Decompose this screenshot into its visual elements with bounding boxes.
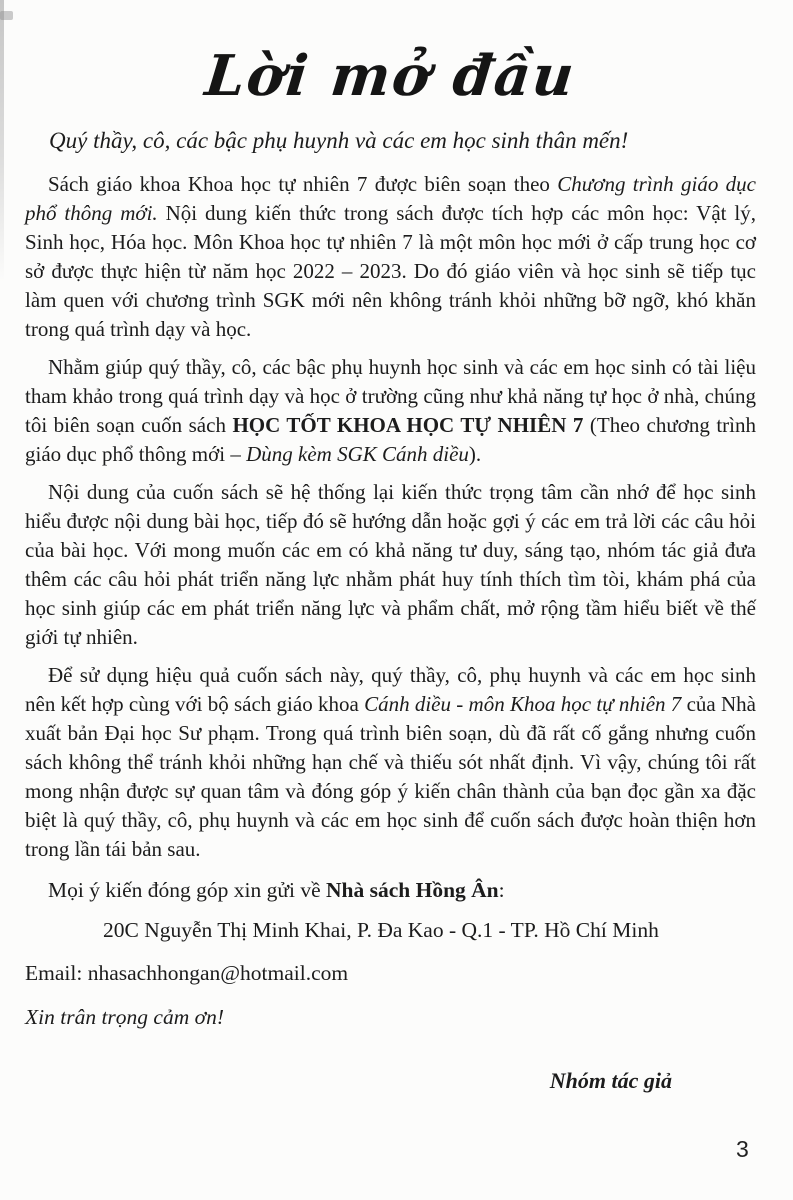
greeting-line: Quý thầy, cô, các bậc phụ huynh và các em học sinh thân mến! xyxy=(49,128,629,153)
p2-text-1: Nhằm giúp quý thầy, cô, các bậc phụ huynh học sinh và các em học sinh có tài liệu tham khảo trong quá trình dạy và học ở trường cũng như khả năng tự học ở nhà, chúng tôi biên soạn cuốn sách xyxy=(25,355,756,437)
contact-email-line: Email: nhasachhongan@hotmail.com xyxy=(25,961,349,985)
p1-italic-curriculum: Chương trình giáo dục phổ thông mới. xyxy=(25,172,756,225)
scan-speck-artifact xyxy=(0,11,13,20)
contact-intro-line xyxy=(25,876,756,905)
preface-paragraph-4 xyxy=(25,661,756,864)
page-number: 3 xyxy=(736,1136,749,1162)
contact-intro-colon: : xyxy=(498,878,505,902)
p1-text-2: Nội dung kiến thức trong sách được tích hợp các môn học: Vật lý, Sinh học, Hóa học. Môn Khoa học tự nhiên 7 là một môn học mới ở cấp trung học cơ sở được thực hiện từ năm học 2022 – 2023. Do đó giáo viên và học sinh sẽ tiếp tục làm quen với chương trình SGK mới nên không tránh khỏi những bỡ ngỡ, khó khăn trong quá trình dạy và học. xyxy=(25,201,756,341)
p4-italic-series-title: Cánh diều - môn Khoa học tự nhiên 7 xyxy=(364,692,682,716)
preface-paragraph-3 xyxy=(25,478,756,652)
contact-address-line: 20C Nguyễn Thị Minh Khai, P. Đa Kao - Q.1 - TP. Hồ Chí Minh xyxy=(103,918,659,942)
preface-paragraph-2 xyxy=(25,353,756,469)
p2-text-2: (Theo chương trình giáo dục phổ thông mới – xyxy=(25,413,756,466)
p4-text-1: Để sử dụng hiệu quả cuốn sách này, quý thầy, cô, phụ huynh và các em học sinh nên kết hợp cùng với bộ sách giáo khoa xyxy=(25,663,756,716)
scan-edge-artifact xyxy=(0,0,4,282)
contact-bookstore-name: Nhà sách Hồng Ân xyxy=(326,878,499,902)
p3-text-1: Nội dung của cuốn sách sẽ hệ thống lại kiến thức trọng tâm cần nhớ để học sinh hiểu được nội dung bài học, tiếp đó sẽ hướng dẫn hoặc gợi ý các em trả lời các câu hỏi của bài học. Với mong muốn các em có khả năng tư duy, sáng tạo, nhóm tác giả đưa thêm các câu hỏi phát triển năng lực nhằm phát huy tính thích tìm tòi, khám phá của học sinh giúp các em phát triển năng lực và phẩm chất, mở rộng tầm hiểu biết về thế giới tự nhiên. xyxy=(25,480,756,649)
p4-text-2: của Nhà xuất bản Đại học Sư phạm. Trong quá trình biên soạn, dù đã rất cố gắng nhưng cuốn sách không thể tránh khỏi những hạn chế và thiếu sót nhất định. Vì vậy, chúng tôi rất mong nhận được sự quan tâm và đóng góp ý kiến chân thành của bạn đọc gần xa đặc biệt là quý thầy, cô, phụ huynh và các em học sinh để cuốn sách được hoàn thiện hơn trong lần tái bản sau. xyxy=(25,692,756,861)
preface-paragraph-1 xyxy=(25,170,756,344)
p2-text-3: ). xyxy=(468,442,482,466)
p2-bold-book-title: HỌC TỐT KHOA HỌC TỰ NHIÊN 7 xyxy=(232,413,584,437)
page-content xyxy=(25,0,756,1095)
contact-intro-text: Mọi ý kiến đóng góp xin gửi về xyxy=(48,878,326,902)
p2-italic-sgk-note: Dùng kèm SGK Cánh diều xyxy=(246,442,469,466)
thanks-line: Xin trân trọng cảm ơn! xyxy=(25,1005,224,1029)
page-title: Lời mở đầu xyxy=(202,43,579,109)
author-signature: Nhóm tác giả xyxy=(549,1068,672,1093)
p1-text-1: Sách giáo khoa Khoa học tự nhiên 7 được biên soạn theo xyxy=(48,172,558,196)
